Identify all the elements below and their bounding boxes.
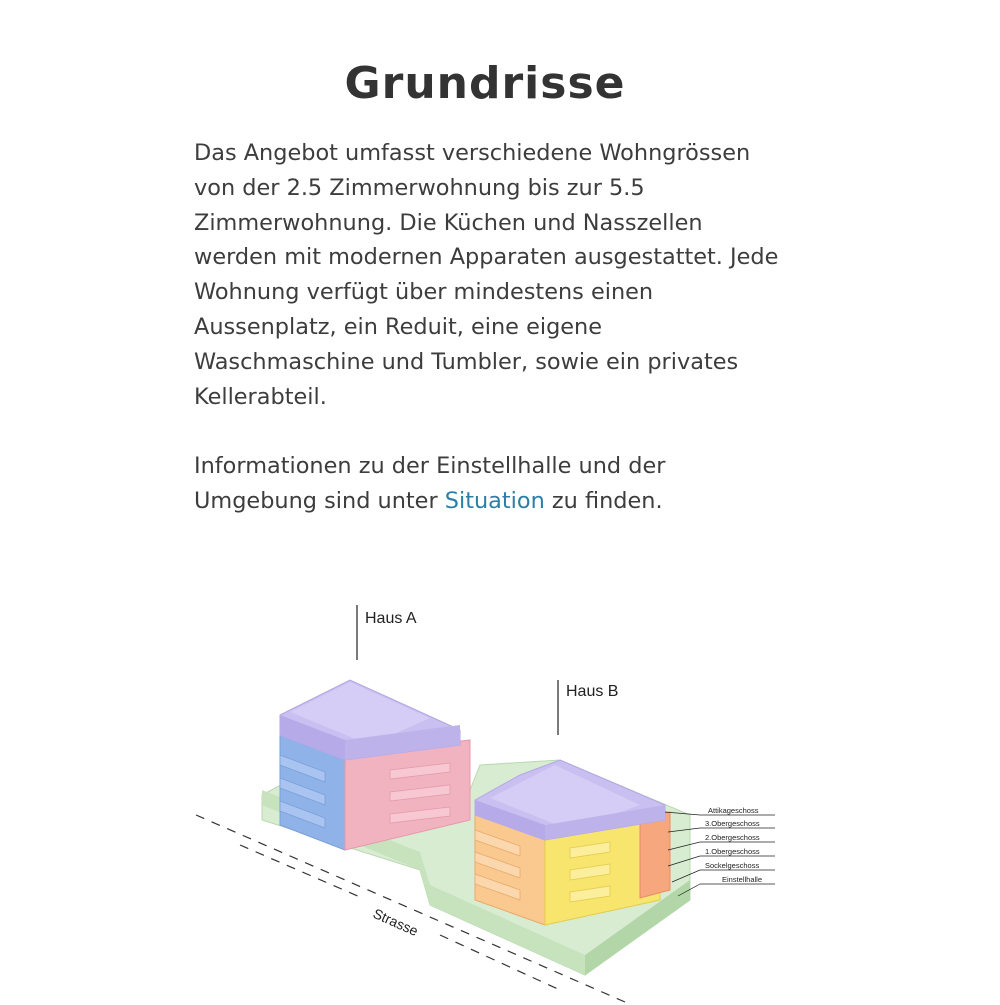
situation-link[interactable]: Situation: [444, 487, 545, 514]
paragraph-description: Das Angebot umfasst verschiedene Wohngrössen von der 2.5 Zimmerwohnung bis zur 5.5 Zimmerwohnung. Die Küchen und Nasszellen werden mit modernen Apparaten ausgestattet. Jede Wohnung verfügt über mindestens einen Aussenplatz, ein Reduit, eine eigene Waschmaschine und Tumbler, sowie ein privates Kellerabteil.: [194, 140, 779, 410]
building-diagram: [0, 590, 1000, 1005]
floor-label-attika: Attikageschoss: [708, 806, 759, 815]
haus-b-building: [475, 760, 670, 925]
floor-label-og3: 3.Obergeschoss: [705, 819, 760, 828]
floor-label-sockel: Sockelgeschoss: [705, 861, 760, 870]
floor-label-og1: 1.Obergeschoss: [705, 847, 760, 856]
floor-label-einstellhalle: Einstellhalle: [722, 875, 763, 884]
intro-text: [194, 136, 784, 519]
paragraph-info-end: zu finden.: [544, 487, 663, 514]
paragraph-info: [194, 449, 784, 519]
haus-b-label: Haus B: [566, 683, 619, 700]
page-title: Grundrisse: [344, 58, 626, 109]
floor-label-og2: 2.Obergeschoss: [705, 833, 760, 842]
paragraph-info-start: Informationen zu der Einstellhalle und der Umgebung sind unter: [194, 453, 666, 514]
haus-a-building: [280, 680, 470, 850]
street-label: Strasse: [370, 905, 421, 940]
haus-a-label: Haus A: [365, 610, 417, 627]
